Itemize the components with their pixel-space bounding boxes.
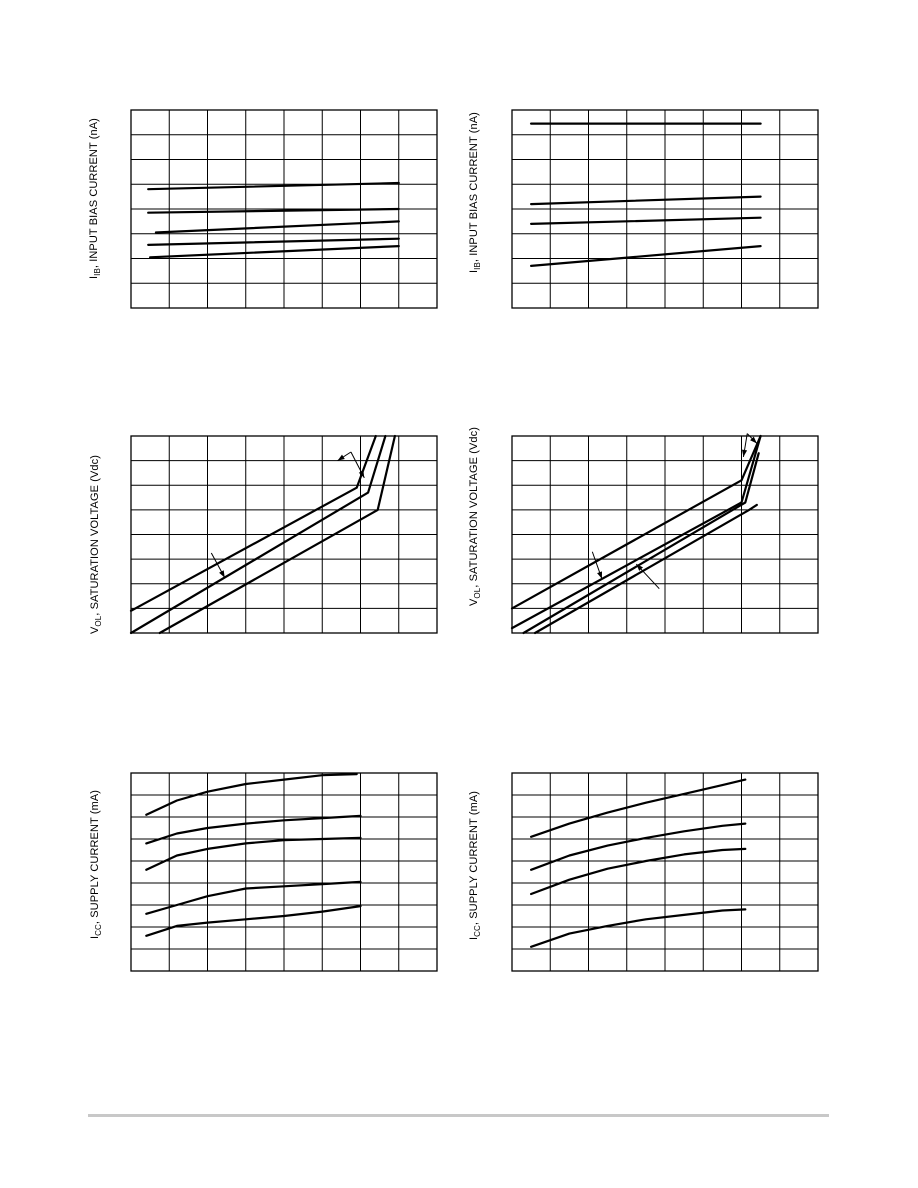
annotation-arrowhead (597, 571, 602, 578)
chart-supply-current-right (512, 773, 818, 971)
series-line-3 (156, 221, 399, 232)
series-line-2 (512, 436, 761, 628)
series-line-4 (531, 909, 745, 946)
y-axis-label: $V_{OL}$, SATURATION VOLTAGE (Vdc) (468, 426, 482, 606)
series-line-1 (146, 774, 356, 815)
chart-saturation-voltage-right (512, 434, 818, 633)
chart-input-bias-current-right (512, 110, 818, 308)
annotation-arrowhead (338, 455, 345, 461)
series-line-3 (524, 453, 759, 633)
series-line-2 (148, 209, 399, 213)
annotation-arrowhead (219, 570, 225, 577)
series-line-3 (531, 218, 761, 224)
y-axis-label: $V_{OL}$, SATURATION VOLTAGE (Vdc) (89, 454, 103, 634)
y-axis-label: $I_{CC}$, SUPPLY CURRENT (mA) (89, 789, 103, 939)
series-line-1 (131, 436, 376, 611)
annotation-arrowhead (742, 450, 747, 457)
series-line-4 (146, 882, 360, 914)
series-line-4 (148, 239, 399, 245)
series-line-4 (535, 505, 757, 633)
series-line-4 (531, 246, 761, 266)
chart-saturation-voltage-left (131, 436, 437, 633)
series-line-2 (531, 197, 761, 205)
series-line-3 (531, 849, 745, 894)
y-axis-label: $I_{IB}$, INPUT BIAS CURRENT (nA) (88, 118, 102, 279)
chart-supply-current-left (131, 773, 437, 971)
y-axis-label: $I_{CC}$, SUPPLY CURRENT (mA) (468, 790, 482, 940)
chart-input-bias-current-left (131, 110, 437, 308)
series-line-5 (146, 906, 360, 936)
series-line-1 (512, 436, 761, 608)
footer-rule (88, 1114, 829, 1117)
series-line-5 (150, 246, 399, 257)
series-line-3 (146, 838, 360, 870)
y-axis-label: $I_{IB}$, INPUT BIAS CURRENT (nA) (468, 112, 482, 273)
